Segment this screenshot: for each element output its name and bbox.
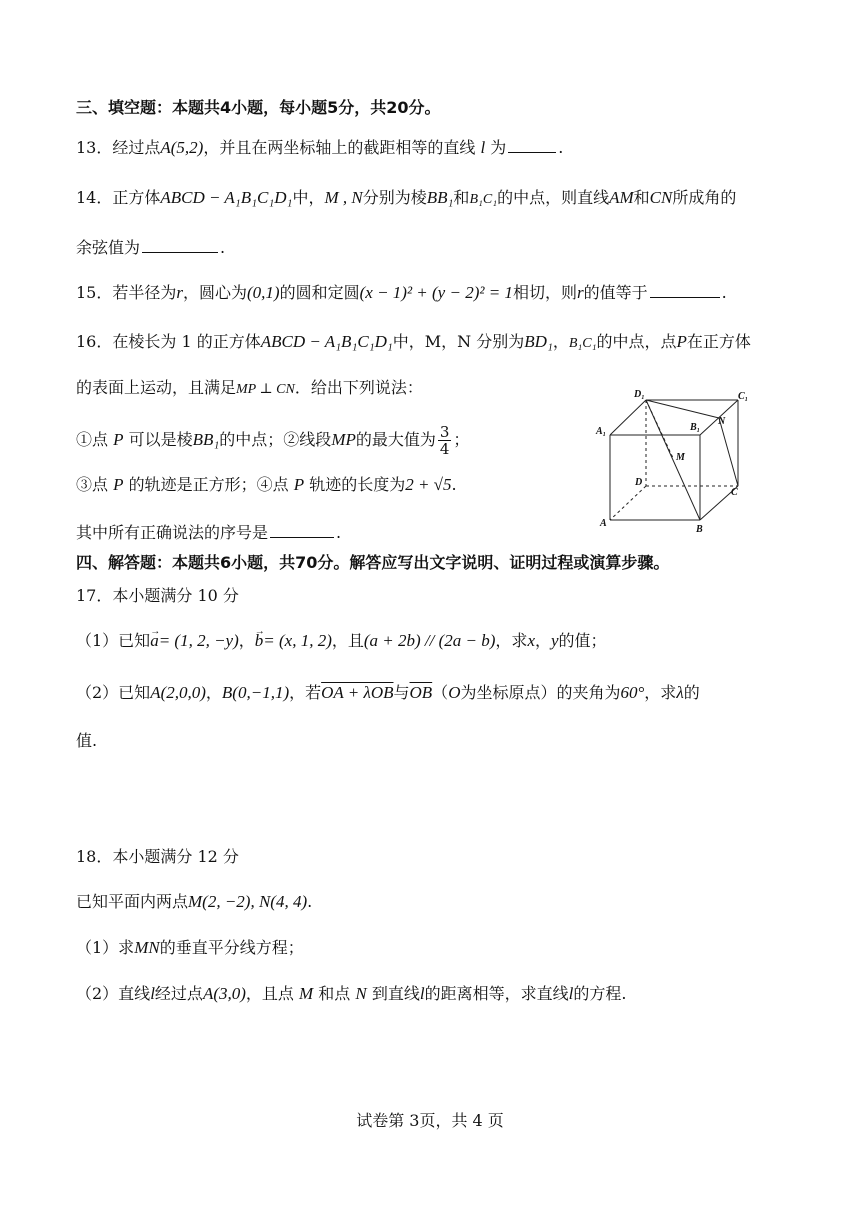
q14-post: 所成角的	[672, 188, 737, 207]
answer-blank[interactable]	[508, 136, 556, 153]
q17-p2g: 的	[683, 683, 700, 702]
q16-item34d: .	[451, 475, 457, 494]
q16-mid1: 中，M，N 分别为	[392, 332, 525, 351]
q17-part2-line2: 值.	[76, 731, 98, 750]
q17-b-val: = (x, 1, 2)	[263, 631, 332, 650]
question-14	[76, 187, 736, 211]
q15-r2: r	[576, 283, 584, 302]
cube-figure	[592, 386, 762, 538]
q16-mid2: 的中点，点	[596, 332, 677, 351]
label-a: A	[600, 518, 607, 529]
segment-nc	[719, 418, 738, 486]
label-c1: C₁	[738, 391, 749, 402]
q16-comma: ，	[552, 332, 569, 351]
q13-mid: ，并且在两坐标轴上的截距相等的直线	[203, 138, 476, 157]
segment-d1n	[646, 400, 719, 418]
question-16-items-1-2	[76, 424, 469, 457]
q14-mn: M , N	[324, 188, 363, 207]
q16-cond: MP ⊥ CN	[236, 382, 295, 397]
q18-p2b: 经过点	[154, 984, 203, 1003]
q17-p2e: 为坐标原点）的夹角为	[460, 683, 621, 702]
q16-post: 在正方体	[686, 332, 751, 351]
q14-cn: CN	[649, 188, 673, 207]
answer-blank[interactable]	[270, 521, 334, 538]
q18-p2a: （2）直线	[76, 984, 151, 1003]
question-13	[76, 136, 563, 159]
q17-p2c: 与	[393, 683, 410, 702]
q14-mid1: 中，	[292, 188, 325, 207]
q15-eq: (x − 1)² + (y − 2)² = 1	[359, 283, 513, 302]
label-c: C	[731, 487, 738, 498]
q16-item34p2: P	[293, 475, 305, 494]
q16-item34c: 轨迹的长度为	[309, 475, 406, 494]
q18-intro-a: 已知平面内两点	[76, 892, 189, 911]
label-b: B	[696, 524, 703, 535]
q17-p1a: （1）已知	[76, 631, 151, 650]
fraction	[438, 424, 452, 457]
q14-bb1: BB₁	[426, 188, 454, 207]
q15-center: (0,1)	[247, 283, 280, 302]
q17-par: (a + 2b) // (2a − b)	[363, 631, 496, 650]
q17-point-a: A(2,0,0)	[150, 683, 206, 702]
section-4-header: 四、解答题：本题共6小题，共70分。解答应写出文字说明、证明过程或演算步骤。	[76, 553, 670, 572]
fraction-numerator: 3	[439, 423, 450, 441]
q14-cube: ABCD − A₁B₁C₁D₁	[160, 188, 293, 207]
q14-b1c1: B₁C₁	[469, 192, 498, 207]
question-14-line2	[76, 236, 225, 259]
q16-end: .	[336, 523, 342, 542]
q13-pre: 13．经过点	[76, 138, 161, 157]
q13-end: .	[558, 138, 564, 157]
q14-line2: 余弦值为	[76, 238, 141, 257]
q17-p2a: （2）已知	[76, 683, 151, 702]
q17-point-b: B(0,−1,1)	[221, 683, 290, 702]
q18-m: M	[299, 984, 314, 1003]
q14-pre: 14．正方体	[76, 188, 161, 207]
q18-point-a: A(3,0)	[202, 984, 246, 1003]
q16-line2b: ．给出下列说法：	[294, 378, 423, 397]
q16-bd1: BD₁	[524, 332, 553, 351]
answer-blank[interactable]	[142, 236, 218, 253]
q15-mid3: 相切，则	[512, 283, 577, 302]
q14-and2: 和	[633, 188, 650, 207]
q18-n: N	[355, 984, 367, 1003]
q16-p: P	[676, 332, 687, 351]
q13-point: A(5,2)	[160, 138, 204, 157]
q17-p2b: ，若	[289, 683, 322, 702]
q17-c1: ，	[238, 631, 255, 650]
q17-lambda: λ	[676, 683, 684, 702]
fraction-denominator: 4	[439, 440, 450, 458]
q18-p2g: 的方程.	[573, 984, 627, 1003]
q18-p2e: 到直线	[371, 984, 420, 1003]
vector-b: → b	[255, 630, 264, 652]
q16-item12d: 的最大值为	[355, 430, 436, 449]
q17-a-val: = (1, 2, −y)	[158, 631, 239, 650]
q18-mn: MN	[134, 938, 160, 957]
q16-line2a: 的表面上运动，且满足	[76, 378, 237, 397]
q16-item12bb1: BB₁	[192, 430, 220, 449]
q16-item34b: 的轨迹是正方形；④点	[128, 475, 289, 494]
question-16-last	[76, 521, 341, 544]
q16-last: 其中所有正确说法的序号是	[76, 523, 269, 542]
q17-y: y	[551, 631, 559, 650]
q17-deg: 60°	[620, 683, 645, 702]
q16-pre: 16．在棱长为 1 的正方体	[76, 332, 261, 351]
q18-part1	[76, 937, 304, 959]
q16-item12e: ；	[453, 430, 470, 449]
q15-mid2: 的圆和定圆	[279, 283, 360, 302]
q16-b1c1: B₁C₁	[568, 336, 597, 351]
q16-item34val: 2 + √5	[405, 475, 452, 494]
q18-p1a: （1）求	[76, 938, 135, 957]
q16-item34p: P	[113, 475, 124, 494]
q18-p2f: 的距离相等，求直线	[424, 984, 569, 1003]
q18-title: 18．本小题满分 12 分	[76, 847, 239, 866]
label-a1: A₁	[596, 426, 607, 437]
q16-cube: ABCD − A₁B₁C₁D₁	[260, 332, 393, 351]
q17-o: O	[448, 683, 461, 702]
q18-l1: l	[150, 984, 155, 1003]
q15-end: .	[721, 283, 727, 302]
q18-l2: l	[419, 984, 425, 1003]
q13-post: 为	[490, 138, 507, 157]
q18-p2d: 和点	[318, 984, 351, 1003]
q14-mid2: 分别为棱	[362, 188, 427, 207]
q18-l3: l	[568, 984, 574, 1003]
q16-item34a: ③点	[76, 475, 109, 494]
q16-item12p: P	[113, 430, 124, 449]
q18-part2	[76, 983, 626, 1005]
q14-am: AM	[609, 188, 634, 207]
q16-item12c: 的中点；②线段	[219, 430, 332, 449]
q17-c2: ，	[534, 631, 551, 650]
q15-mid1: ，圆心为	[183, 283, 248, 302]
q17-p2d: （	[432, 683, 449, 702]
q17-c3: ，	[205, 683, 222, 702]
q13-l: l	[480, 138, 486, 157]
q18-p2c: ，且点	[245, 984, 294, 1003]
label-b1: B₁	[690, 422, 701, 433]
edge-d1a1	[610, 400, 646, 435]
q17-title: 17．本小题满分 10 分	[76, 586, 239, 605]
q17-expr2: $\overline{OB}$	[409, 683, 433, 702]
q15-post: 的值等于	[583, 283, 648, 302]
question-15	[76, 281, 727, 304]
q18-intro	[76, 891, 312, 913]
q14-end: .	[220, 238, 226, 257]
section-3-header: 三、填空题：本题共4小题，每小题5分，共20分。	[76, 98, 441, 117]
label-m: M	[676, 452, 685, 463]
q18-p1b: 的垂直平分线方程；	[159, 938, 304, 957]
q15-pre: 15．若半径为	[76, 283, 177, 302]
q17-x: x	[527, 631, 535, 650]
q17-part1	[76, 630, 607, 652]
q16-item12a: ①点	[76, 430, 109, 449]
label-d: D	[635, 477, 643, 488]
q18-points: M(2, −2), N(4, 4)	[188, 892, 308, 911]
q17-p1b: ，且	[331, 631, 364, 650]
page-footer: 试卷第 3页，共 4 页	[356, 1111, 504, 1130]
question-16-line2	[76, 377, 423, 401]
q17-expr1: OA + λOB	[321, 683, 394, 702]
q17-p2f: ，求	[644, 683, 677, 702]
q14-and: 和	[453, 188, 470, 207]
q18-intro-b: .	[307, 892, 313, 911]
answer-blank[interactable]	[650, 281, 720, 298]
q17-p1d: 的值；	[558, 631, 607, 650]
label-n: N	[718, 416, 726, 427]
q17-part2	[76, 682, 700, 704]
label-d1: D₁	[634, 389, 645, 400]
q15-r: r	[176, 283, 183, 302]
question-16-items-3-4	[76, 474, 457, 496]
q16-item12mp: MP	[331, 430, 356, 449]
q16-item12b: 可以是棱	[128, 430, 193, 449]
q14-mid3: 的中点，则直线	[497, 188, 610, 207]
q17-p1c: ，求	[495, 631, 528, 650]
edge-da	[610, 486, 646, 520]
vector-a: → a	[150, 630, 159, 652]
question-16	[76, 331, 751, 355]
